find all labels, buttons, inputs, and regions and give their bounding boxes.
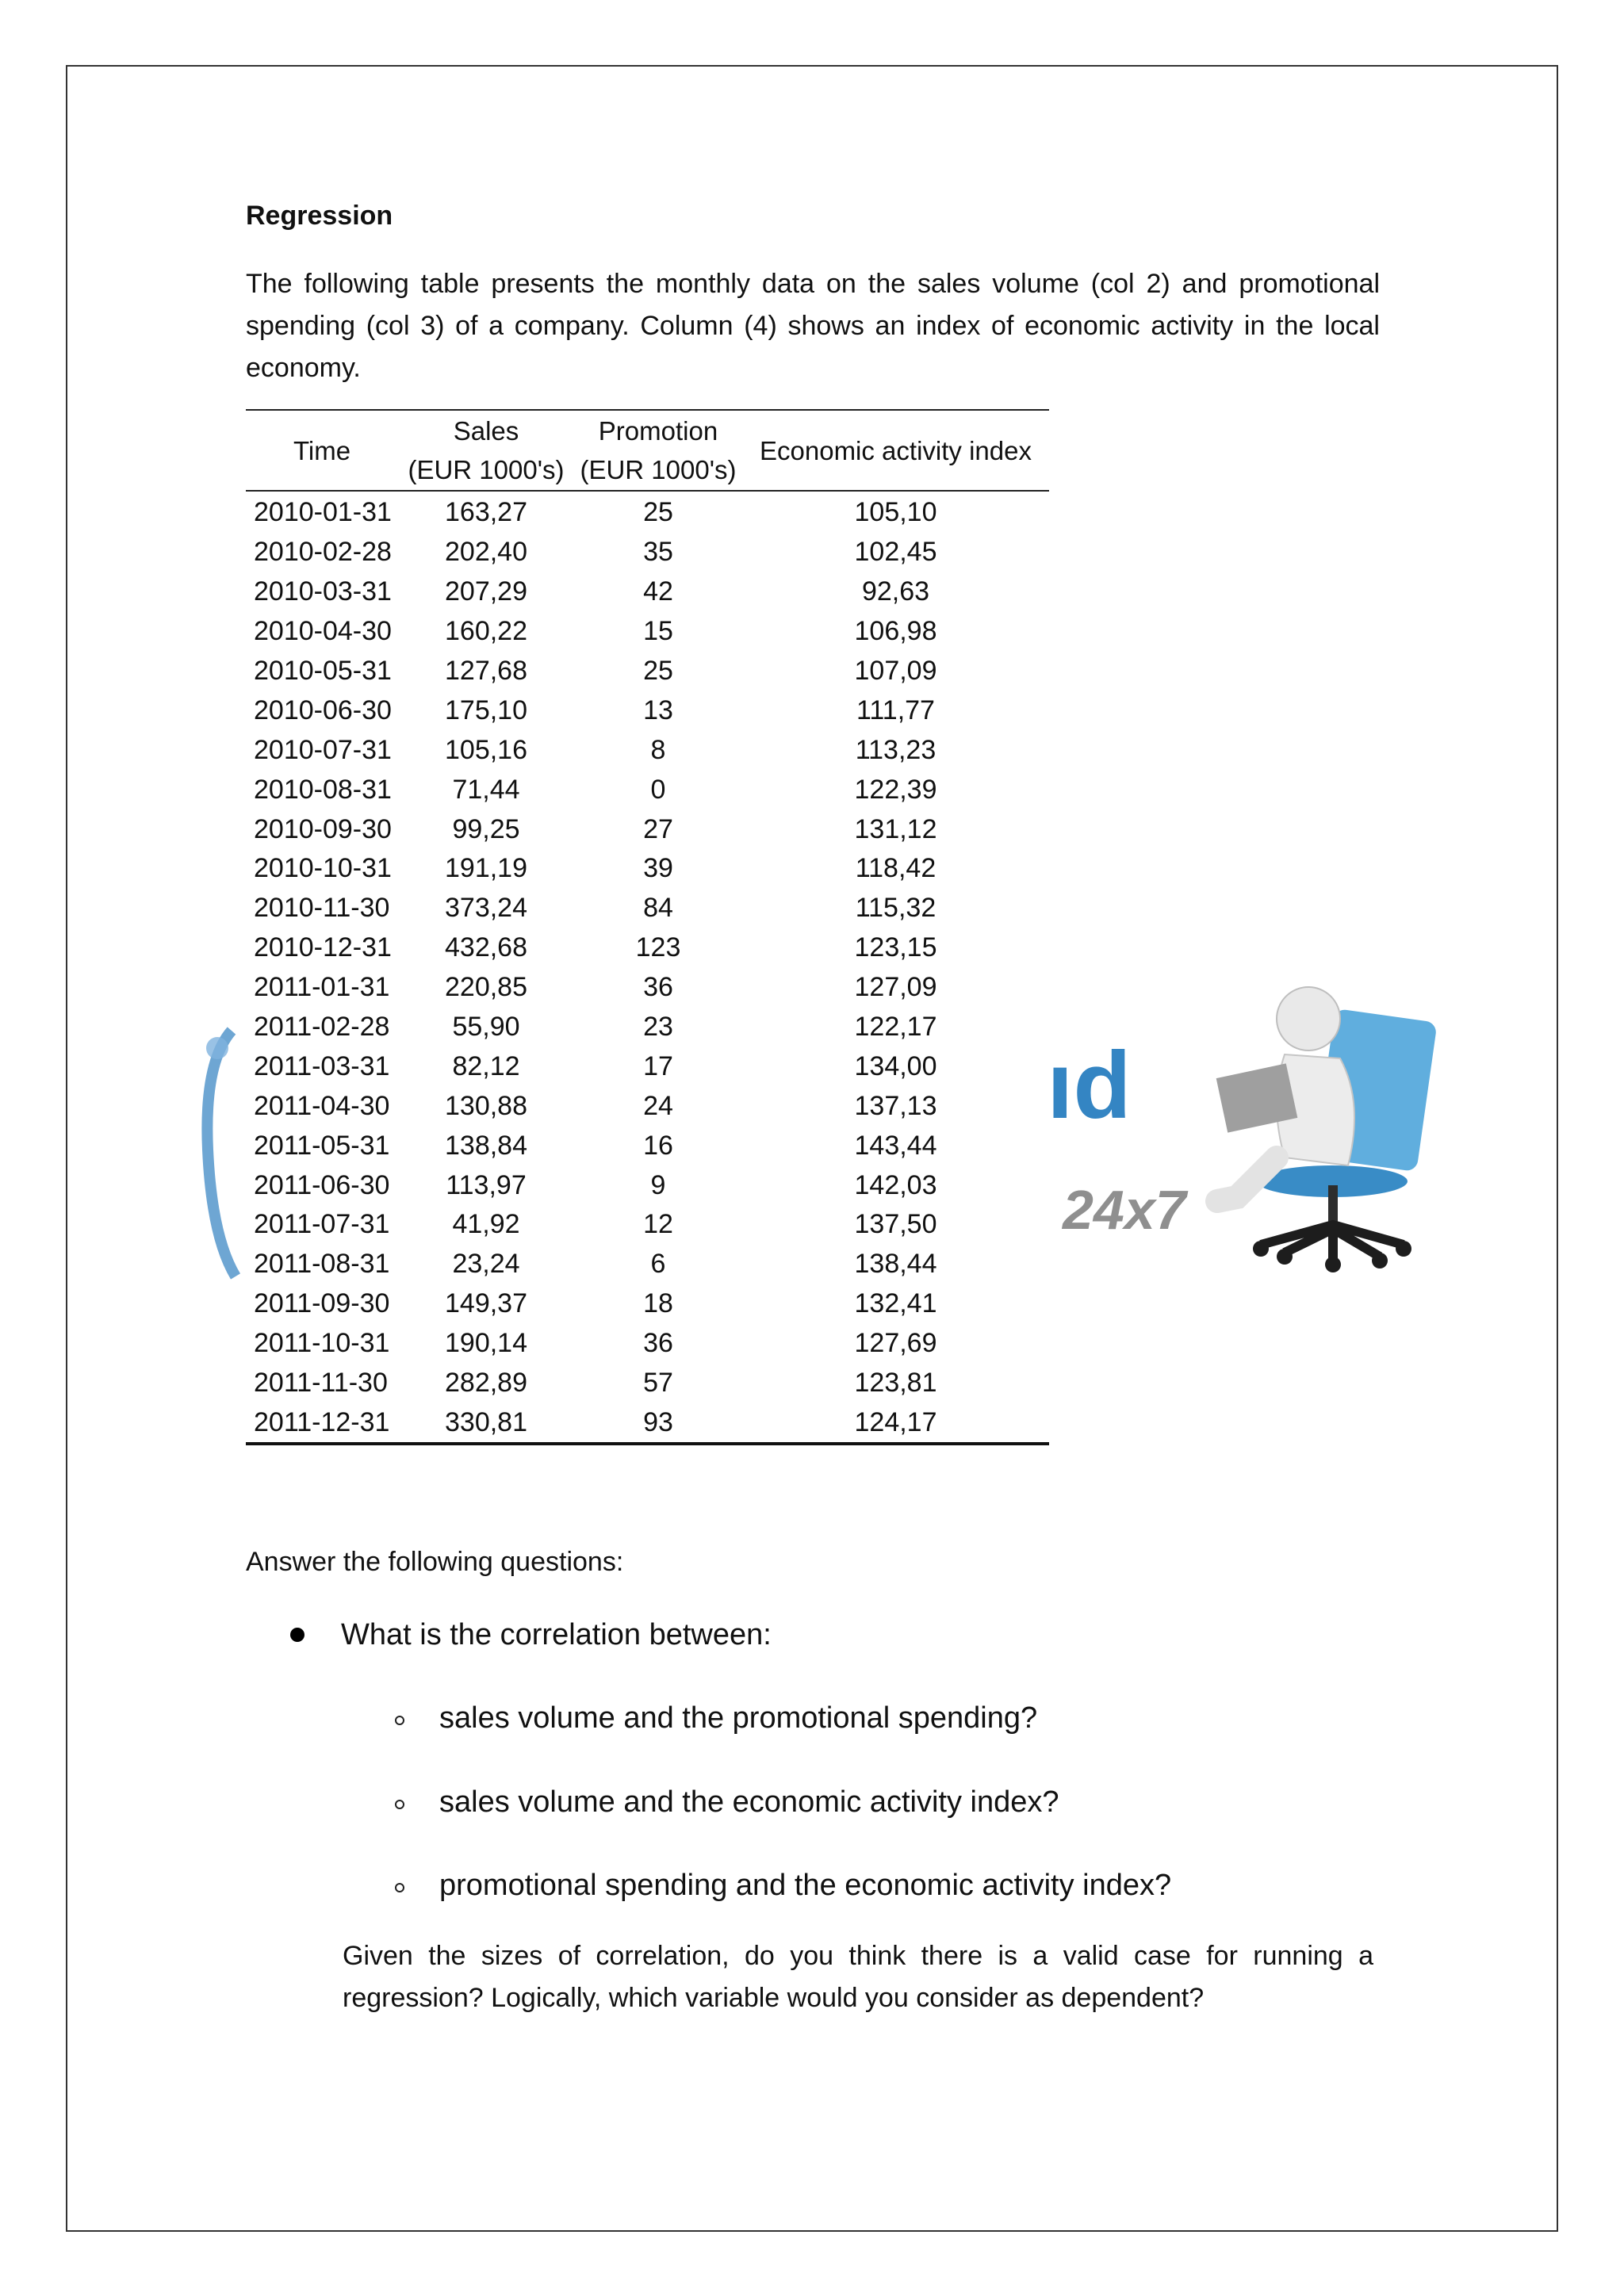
cell-sales: 373,24: [445, 893, 527, 924]
cell-time: 2011-06-30: [254, 1169, 390, 1200]
table-row: [246, 730, 1049, 770]
cell-time: 2010-08-31: [254, 774, 392, 805]
cell-time: 2011-07-31: [254, 1209, 390, 1240]
table-row: [246, 809, 1049, 849]
cell-time: 2011-11-30: [254, 1368, 388, 1399]
table-row: [246, 493, 1049, 533]
table-row: [246, 652, 1049, 691]
cell-promotion: 18: [643, 1288, 673, 1319]
cell-promotion: 13: [643, 695, 673, 725]
sub-question: [395, 1783, 1059, 1821]
cell-promotion: 16: [643, 1130, 673, 1161]
watermark-fragment: [200, 1015, 247, 1284]
cell-index: 131,12: [854, 813, 937, 844]
cell-promotion: 39: [643, 853, 673, 884]
table-row: [246, 968, 1049, 1008]
table-body: [246, 492, 1049, 1442]
cell-time: 2011-12-31: [254, 1406, 390, 1437]
cell-sales: 220,85: [445, 972, 527, 1003]
cell-time: 2010-02-28: [254, 537, 392, 568]
header-economic-index: Economic activity index: [760, 435, 1032, 465]
cell-sales: 99,25: [452, 813, 520, 844]
cell-index: 113,23: [855, 734, 936, 765]
header-sales: [398, 411, 574, 489]
cell-index: 127,09: [854, 972, 937, 1003]
cell-sales: 432,68: [445, 932, 527, 963]
cell-promotion: 6: [650, 1249, 666, 1280]
cell-time: 2010-01-31: [254, 497, 392, 528]
cell-sales: 330,81: [445, 1406, 527, 1437]
cell-sales: 138,84: [445, 1130, 527, 1161]
cell-sales: 23,24: [452, 1249, 520, 1280]
table-row: [246, 691, 1049, 730]
cell-index: 134,00: [854, 1050, 937, 1081]
cell-promotion: 35: [643, 537, 673, 568]
cell-sales: 191,19: [445, 853, 527, 884]
cell-promotion: 25: [643, 497, 673, 528]
table-row: [246, 1402, 1049, 1442]
cell-promotion: 123: [635, 932, 681, 963]
header-promotion-line1: Promotion: [598, 416, 718, 446]
data-table: [246, 409, 1049, 1445]
cell-promotion: 0: [650, 774, 666, 805]
cell-promotion: 12: [643, 1209, 673, 1240]
sub-question-text: sales volume and the promotional spending?: [439, 1701, 1038, 1735]
cell-index: 102,45: [854, 537, 937, 568]
cell-time: 2010-05-31: [254, 656, 392, 686]
cell-index: 124,17: [854, 1406, 937, 1437]
cell-sales: 113,97: [446, 1169, 527, 1200]
main-question-text: What is the correlation between:: [341, 1618, 772, 1651]
cell-sales: 175,10: [445, 695, 527, 725]
cell-sales: 82,12: [452, 1050, 520, 1081]
cell-time: 2011-10-31: [254, 1328, 390, 1359]
header-sales-line2: (EUR 1000's): [408, 455, 565, 484]
cell-index: 138,44: [854, 1249, 937, 1280]
cell-time: 2010-11-30: [254, 893, 390, 924]
cell-sales: 202,40: [445, 537, 527, 568]
table-row: [246, 1047, 1049, 1086]
cell-index: 123,15: [854, 932, 937, 963]
cell-index: 137,13: [854, 1090, 937, 1121]
cell-index: 122,17: [854, 1012, 937, 1043]
cell-time: 2010-12-31: [254, 932, 392, 963]
cell-index: 107,09: [854, 656, 937, 686]
header-promotion-line2: (EUR 1000's): [580, 455, 737, 484]
cell-sales: 163,27: [445, 497, 527, 528]
cell-time: 2010-10-31: [254, 853, 392, 884]
watermark-text-left: ıd: [1047, 1032, 1132, 1138]
cell-sales: 149,37: [445, 1288, 527, 1319]
table-row: [246, 1008, 1049, 1047]
cell-index: 105,10: [854, 497, 937, 528]
cell-promotion: 36: [643, 1328, 673, 1359]
cell-promotion: 93: [643, 1406, 673, 1437]
circle-bullet-icon: [395, 1716, 404, 1725]
cell-time: 2010-07-31: [254, 734, 392, 765]
cell-time: 2011-09-30: [254, 1288, 390, 1319]
table-row: [246, 770, 1049, 809]
header-sales-line1: Sales: [453, 416, 519, 446]
sub-question-text: sales volume and the economic activity index?: [439, 1785, 1059, 1819]
cell-sales: 105,16: [445, 734, 527, 765]
cell-index: 137,50: [854, 1209, 937, 1240]
cell-promotion: 8: [650, 734, 666, 765]
watermark-text-small: 24x7: [1063, 1179, 1186, 1241]
questions-lead: Answer the following questions:: [246, 1547, 624, 1577]
table-header: [246, 411, 1049, 492]
cell-index: 142,03: [854, 1169, 937, 1200]
cell-index: 143,44: [854, 1130, 937, 1161]
cell-sales: 127,68: [445, 656, 527, 686]
cell-time: 2011-03-31: [254, 1050, 390, 1081]
cell-promotion: 84: [643, 893, 673, 924]
cell-sales: 130,88: [445, 1090, 527, 1121]
cell-promotion: 25: [643, 656, 673, 686]
cell-promotion: 23: [643, 1012, 673, 1043]
cell-time: 2011-01-31: [254, 972, 390, 1003]
sub-question-text: promotional spending and the economic activity index?: [439, 1869, 1172, 1902]
cell-promotion: 27: [643, 813, 673, 844]
table-row: [246, 1364, 1049, 1403]
cell-promotion: 36: [643, 972, 673, 1003]
intro-paragraph: The following table presents the monthly data on the sales volume (col 2) and promotional spending (col 3) of a company. Column (4) shows an index of economic activity in the local economy.: [246, 269, 1380, 383]
watermark-logo: [1047, 983, 1443, 1284]
cell-promotion: 9: [650, 1169, 666, 1200]
cell-promotion: 24: [643, 1090, 673, 1121]
sub-question: [395, 1866, 1171, 1904]
cell-index: 92,63: [861, 576, 930, 607]
table-row: [246, 1126, 1049, 1165]
table-row: [246, 1205, 1049, 1245]
bullet-icon: [290, 1628, 304, 1642]
sub-question: [395, 1699, 1037, 1737]
cell-time: 2011-05-31: [254, 1130, 390, 1161]
cell-time: 2010-09-30: [254, 813, 392, 844]
cell-promotion: 17: [643, 1050, 673, 1081]
cell-promotion: 15: [643, 616, 673, 647]
cell-time: 2010-06-30: [254, 695, 392, 725]
closing-paragraph: Given the sizes of correlation, do you think there is a valid case for running a regression? Logically, which variable would you consider as dependent?: [343, 1941, 1373, 2013]
cell-promotion: 57: [643, 1368, 673, 1399]
table-row: [246, 889, 1049, 928]
cell-index: 122,39: [854, 774, 937, 805]
cell-sales: 282,89: [445, 1368, 527, 1399]
circle-bullet-icon: [395, 1800, 404, 1809]
header-time: Time: [293, 435, 351, 465]
main-question: [290, 1616, 772, 1654]
table-row: [246, 612, 1049, 652]
cell-index: 127,69: [854, 1328, 937, 1359]
table-row: [246, 849, 1049, 889]
cell-time: 2010-04-30: [254, 616, 392, 647]
cell-time: 2011-08-31: [254, 1249, 390, 1280]
table-row: [246, 1245, 1049, 1284]
table-row: [246, 1324, 1049, 1364]
cell-sales: 41,92: [452, 1209, 520, 1240]
cell-index: 118,42: [855, 853, 936, 884]
cell-sales: 71,44: [452, 774, 520, 805]
cell-sales: 55,90: [452, 1012, 520, 1043]
cell-index: 106,98: [854, 616, 937, 647]
table-row: [246, 1165, 1049, 1205]
cell-index: 123,81: [854, 1368, 937, 1399]
cell-promotion: 42: [643, 576, 673, 607]
table-row: [246, 928, 1049, 968]
cell-sales: 190,14: [445, 1328, 527, 1359]
cell-time: 2011-02-28: [254, 1012, 390, 1043]
table-row: [246, 533, 1049, 572]
cell-sales: 207,29: [445, 576, 527, 607]
section-heading: Regression: [246, 201, 393, 231]
header-promotion: [574, 411, 742, 489]
cell-time: 2011-04-30: [254, 1090, 390, 1121]
cell-index: 132,41: [854, 1288, 937, 1319]
cell-index: 115,32: [855, 893, 936, 924]
cell-sales: 160,22: [445, 616, 527, 647]
cell-time: 2010-03-31: [254, 576, 392, 607]
table-row: [246, 1086, 1049, 1126]
table-row: [246, 1284, 1049, 1324]
circle-bullet-icon: [395, 1883, 404, 1892]
table-row: [246, 572, 1049, 612]
cell-index: 111,77: [856, 695, 935, 725]
